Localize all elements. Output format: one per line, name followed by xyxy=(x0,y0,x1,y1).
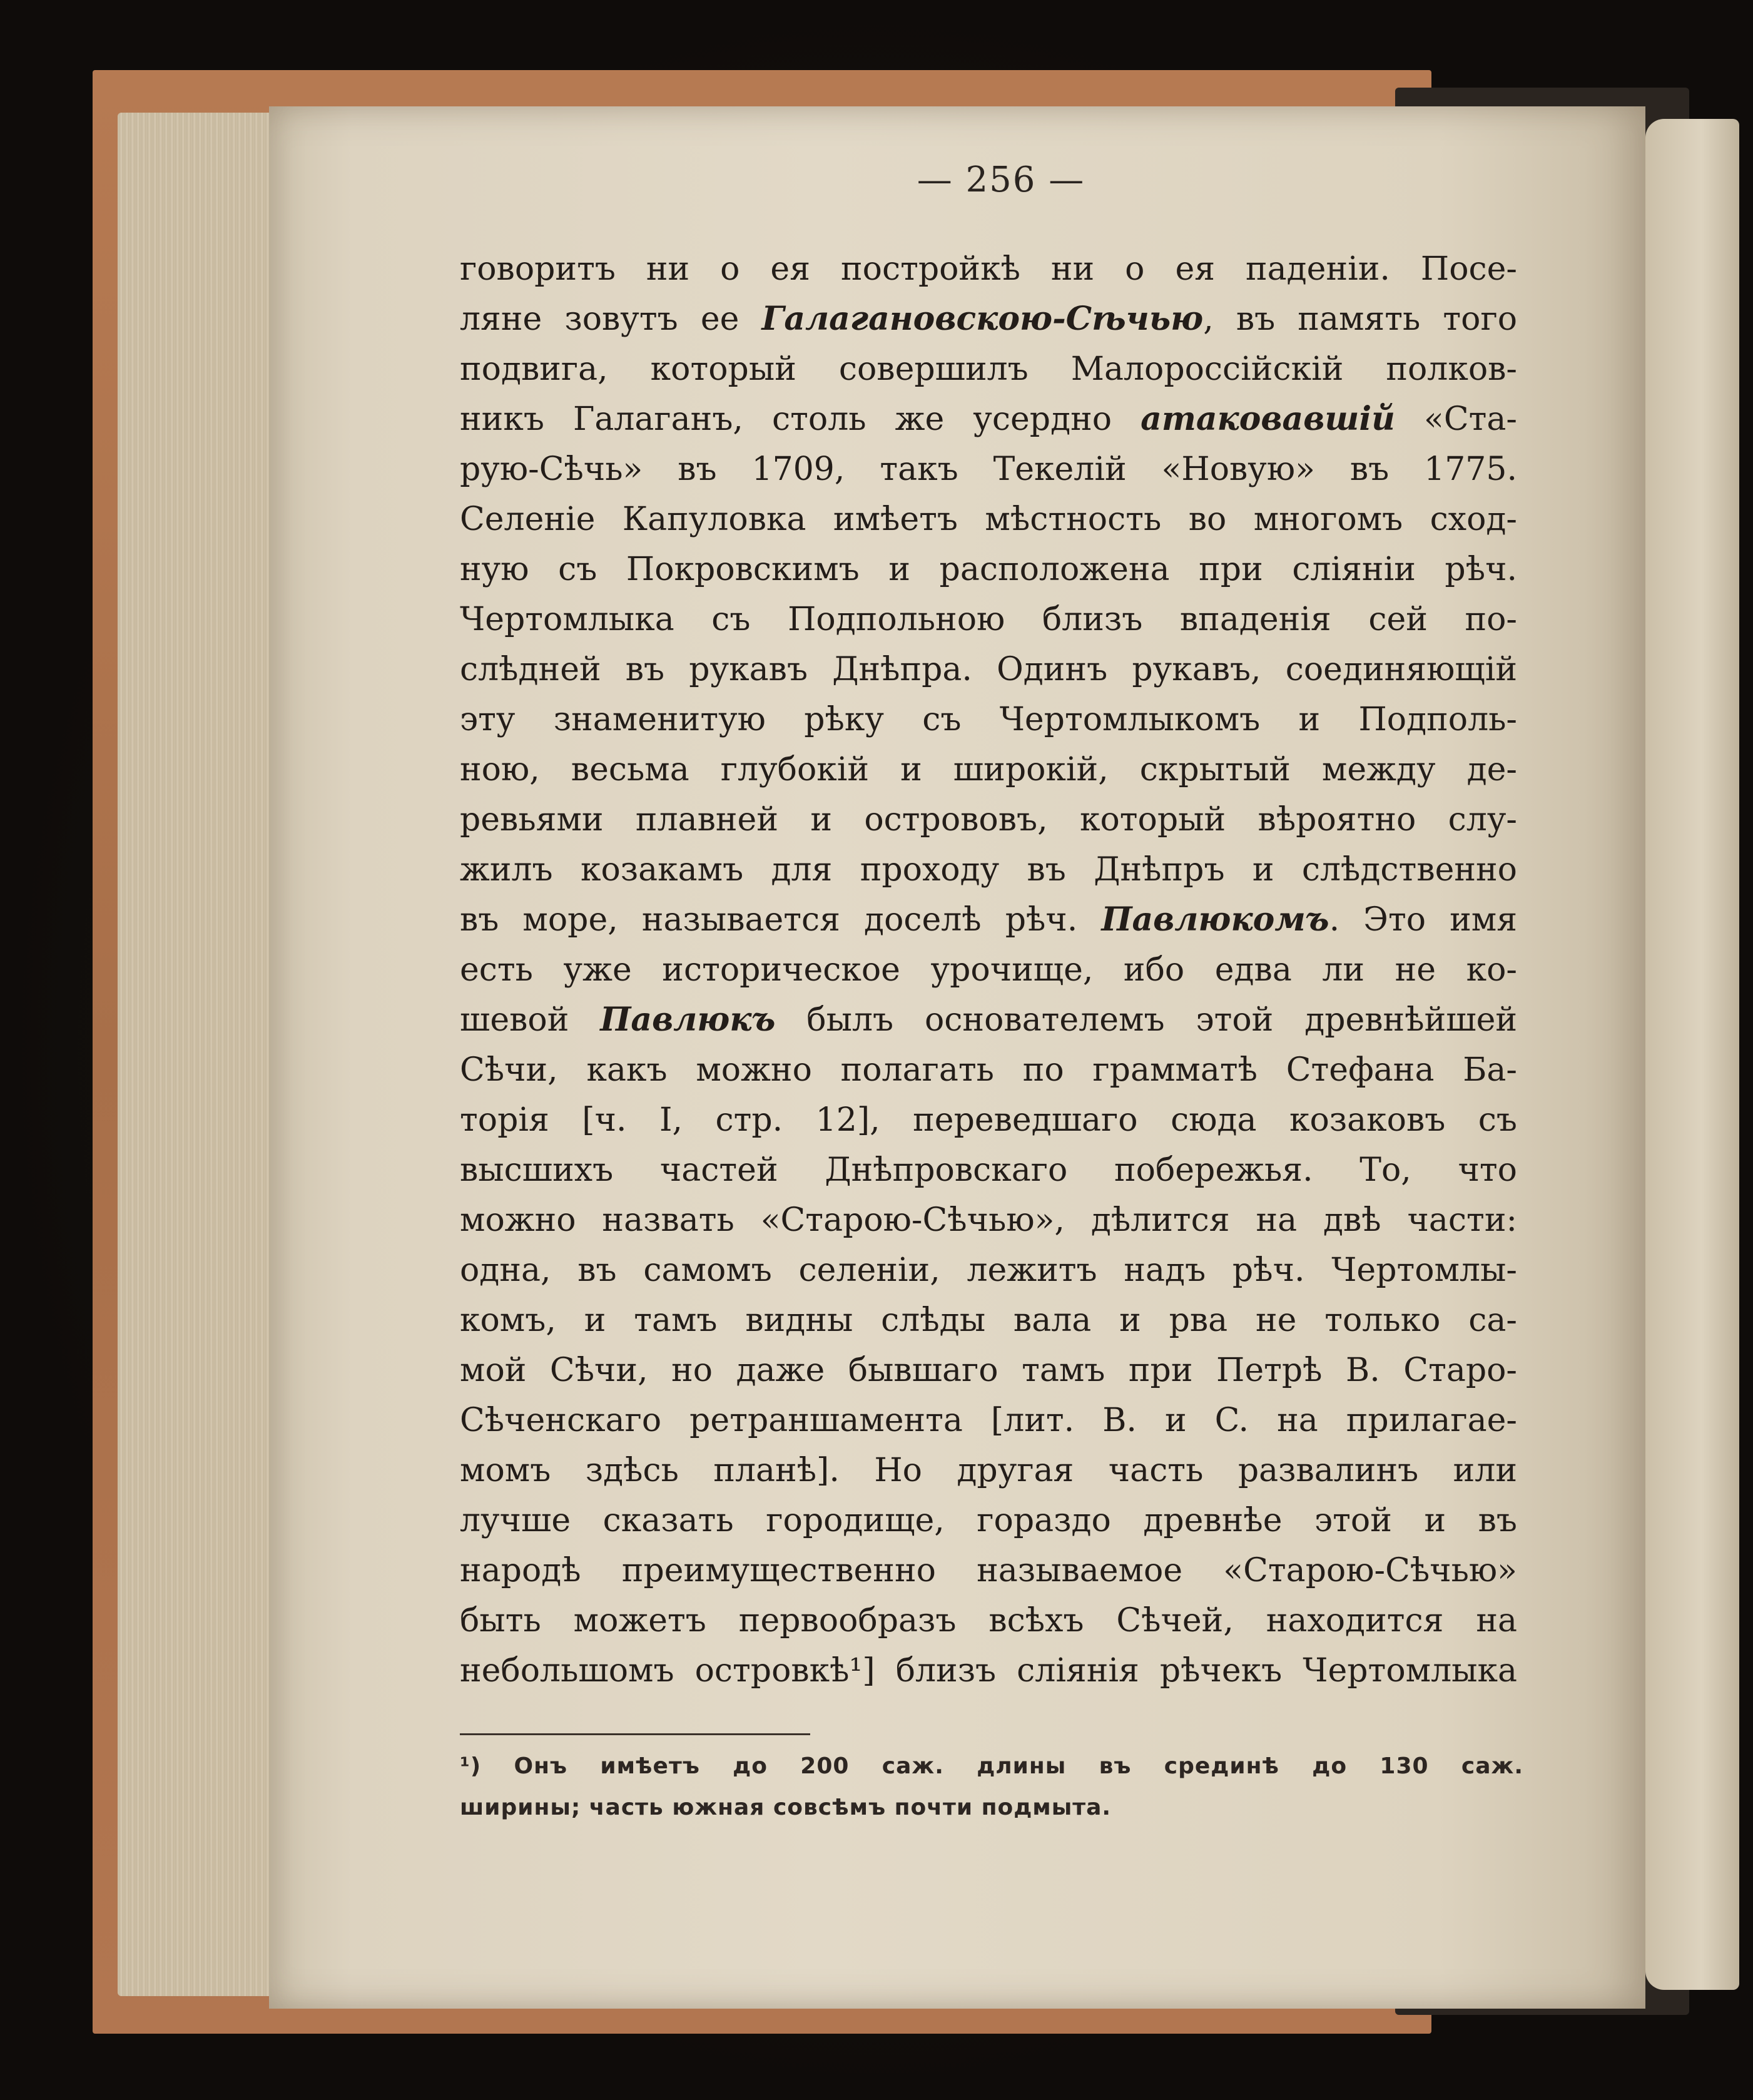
footnote xyxy=(460,1746,1523,1828)
text-line: ною, весьма глубокій и широкій, скрытый между де- xyxy=(460,751,1517,788)
text-line: въ море, называется доселѣ рѣч. Павлюкомъ. Это имя xyxy=(460,900,1517,939)
page-block-edge xyxy=(118,113,274,1996)
text-line: жилъ козакамъ для проходу въ Днѣпръ и слѣдственно xyxy=(460,851,1517,889)
text-line: шевой Павлюкъ былъ основателемъ этой древнѣйшей xyxy=(460,1001,1517,1039)
text-line: никъ Галаганъ, столь же усердно атаковавшій «Ста- xyxy=(460,400,1517,438)
text-line: ную съ Покровскимъ и расположена при сліяніи рѣч. xyxy=(460,551,1517,588)
text-line: эту знаменитую рѣку съ Чертомлыкомъ и Подполь- xyxy=(460,701,1517,738)
footnote-marker: ¹) xyxy=(460,1753,482,1779)
text-line: ревьями плавней и острововъ, который вѣроятно слу- xyxy=(460,801,1517,838)
text-line: ляне зовутъ ее Галагановскою-Сѣчью, въ память того xyxy=(460,300,1517,338)
italic-name: Павлюкомъ xyxy=(1101,900,1329,939)
text-line: момъ здѣсь планѣ]. Но другая часть развалинъ или xyxy=(460,1452,1517,1489)
text-line: Селеніе Капуловка имѣетъ мѣстность во многомъ сход- xyxy=(460,501,1517,538)
text-line: говоритъ ни о ея постройкѣ ни о ея паденіи. Посе- xyxy=(460,250,1517,288)
text-line: мой Сѣчи, но даже бывшаго тамъ при Петрѣ В. Старо- xyxy=(460,1352,1517,1389)
text-line: можно назвать «Старою-Сѣчью», дѣлится на двѣ части: xyxy=(460,1201,1517,1239)
text-line: Сѣчи, какъ можно полагать по грамматѣ Стефана Ба- xyxy=(460,1051,1517,1089)
text-line: торія [ч. I, стр. 12], переведшаго сюда козаковъ съ xyxy=(460,1101,1517,1139)
text-line: одна, въ самомъ селеніи, лежитъ надъ рѣч. Чертомлы- xyxy=(460,1251,1517,1289)
text-line: Сѣченскаго ретраншамента [лит. B. и C. на прилагае- xyxy=(460,1402,1517,1439)
facing-page-edge xyxy=(1645,119,1739,1990)
text-line: высшихъ частей Днѣпровскаго побережья. То, что xyxy=(460,1151,1517,1189)
text-line: лучше сказать городище, гораздо древнѣе этой и въ xyxy=(460,1502,1517,1539)
text-line: народѣ преимущественно называемое «Старою-Сѣчью» xyxy=(460,1552,1517,1589)
text-line: есть уже историческое урочище, ибо едва ли не ко- xyxy=(460,951,1517,989)
text-line: быть можетъ первообразъ всѣхъ Сѣчей, находится на xyxy=(460,1602,1517,1639)
body-text xyxy=(460,244,1517,1696)
text-line: комъ, и тамъ видны слѣды вала и рва не только са- xyxy=(460,1302,1517,1339)
italic-word: атаковавшій xyxy=(1141,400,1395,438)
italic-name: Павлюкъ xyxy=(600,1001,776,1039)
footnote-line: ширины; часть южная совсѣмъ почти подмыта. xyxy=(460,1795,1112,1820)
italic-name: Галагановскою-Сѣчью xyxy=(761,300,1204,338)
text-line: рую-Сѣчь» въ 1709, такъ Текелій «Новую» въ 1775. xyxy=(460,451,1517,488)
text-line: слѣдней въ рукавъ Днѣпра. Одинъ рукавъ, соединяющій xyxy=(460,651,1517,688)
text-line: подвига, который совершилъ Малороссійскій полков- xyxy=(460,350,1517,388)
footnote-line: ¹) Онъ имѣетъ до 200 саж. длины въ срединѣ до 130 саж. xyxy=(460,1753,1523,1779)
text-line: Чертомлыка съ Подпольною близъ впаденія сей по- xyxy=(460,601,1517,638)
text-line: небольшомъ островкѣ¹] близъ сліянія рѣчекъ Чертомлыка xyxy=(460,1652,1517,1690)
footnote-rule xyxy=(460,1733,810,1735)
page-number: — 256 — xyxy=(917,160,1085,200)
